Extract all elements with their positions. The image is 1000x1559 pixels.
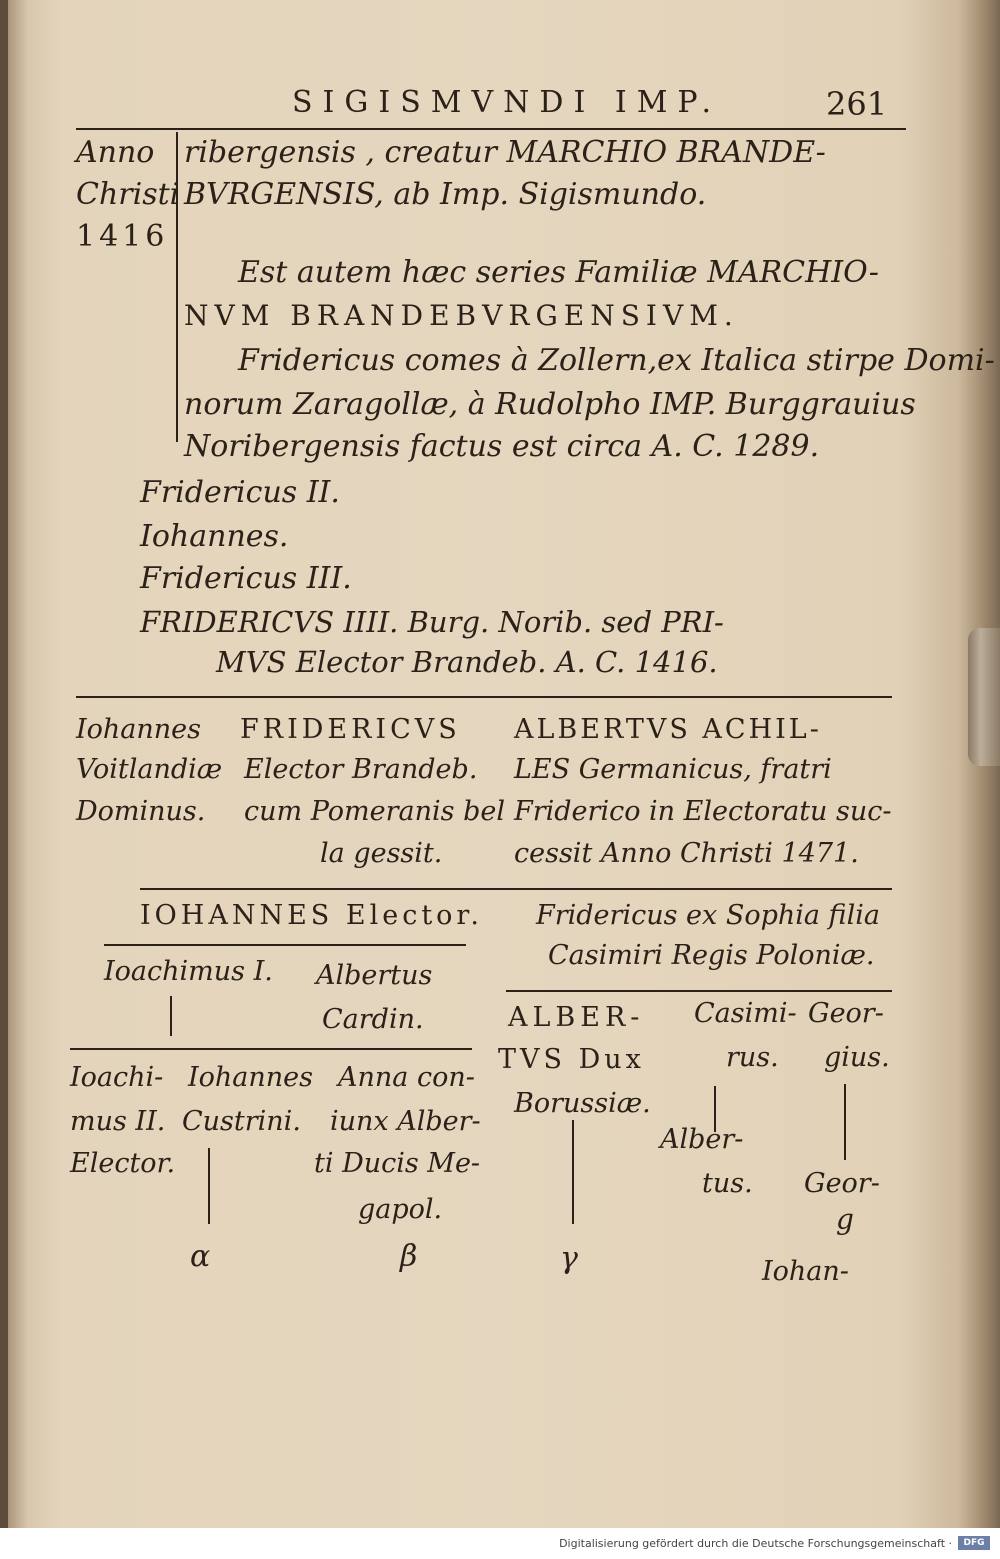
albertus-dux-line-2: TVS Dux	[498, 1044, 645, 1075]
running-title: SIGISMVNDI IMP.	[292, 85, 722, 120]
johannes: Iohannes.	[140, 519, 289, 554]
georgius-line-2: gius.	[824, 1042, 890, 1073]
digitization-footer	[0, 1528, 1000, 1559]
line-georgius	[844, 1084, 846, 1160]
c3-line-3: Friderico in Electoratu suc-	[514, 796, 892, 827]
johannes-last: Iohan-	[762, 1256, 849, 1287]
body-line-1: ribergensis , creatur MARCHIO BRANDE-	[184, 135, 826, 170]
georgius-son-line-1: Geor-	[804, 1168, 880, 1199]
joachimus-ii-line-1: Ioachi-	[70, 1062, 164, 1093]
greek-gamma: γ	[560, 1241, 578, 1276]
margin-anno: Anno	[76, 135, 155, 170]
body-line-2: BVRGENSIS, ab Imp. Sigismundo.	[184, 177, 707, 212]
fridericus-ii: Fridericus II.	[140, 475, 340, 510]
joachimus-ii-line-3: Elector.	[70, 1148, 176, 1179]
fridericus-sophia-line-1: Fridericus ex Sophia filia	[536, 900, 880, 931]
footer-credit: Digitalisierung gefördert durch die Deutsche Forschungsgemeinschaft ·	[559, 1537, 952, 1550]
joachimus-i: Ioachimus I.	[104, 956, 273, 987]
c1-line-2: Voitlandiæ	[76, 754, 223, 785]
margin-year: 1416	[76, 219, 169, 254]
albertus-son-line-1: Alber-	[660, 1124, 744, 1155]
albertus-cardin-line-1: Albertus	[316, 960, 433, 991]
line-alpha	[208, 1148, 210, 1224]
c2-line-1: FRIDERICVS	[240, 714, 461, 745]
page-number: 261	[826, 85, 888, 123]
margin-rule	[176, 132, 178, 442]
c1-line-1: Iohannes	[76, 714, 202, 745]
c2-line-2: Elector Brandeb.	[244, 754, 478, 785]
book-clasp	[968, 628, 1000, 766]
bracket-rule-3	[104, 944, 466, 946]
georgius-son-line-2: g	[836, 1203, 854, 1236]
body-line-4: NVM BRANDEBVRGENSIVM.	[184, 299, 739, 332]
fridericus-iiii-line-2: MVS Elector Brandeb. A. C. 1416.	[216, 645, 718, 679]
fridericus-iii: Fridericus III.	[140, 561, 352, 596]
greek-alpha: α	[190, 1239, 211, 1274]
albertus-cardin-line-2: Cardin.	[322, 1004, 424, 1035]
anna-line-3: ti Ducis Me-	[314, 1148, 481, 1179]
body-line-7: Noribergensis factus est circa A. C. 1289.	[184, 429, 820, 464]
bracket-rule-2	[140, 888, 892, 890]
casimirus-line-2: rus.	[726, 1042, 779, 1073]
albertus-dux-line-1: ALBER-	[508, 1002, 645, 1033]
body-line-5: Fridericus comes à Zollern,ex Italica stirpe Domi-	[238, 343, 995, 378]
c3-line-1: ALBERTVS ACHIL-	[514, 714, 822, 745]
joachimus-ii-line-2: mus II.	[70, 1106, 166, 1137]
casimirus-line-1: Casimi-	[694, 998, 797, 1029]
fridericus-sophia-line-2: Casimiri Regis Poloniæ.	[548, 940, 875, 971]
body-line-3: Est autem hæc series Familiæ MARCHIO-	[238, 255, 879, 290]
johannes-elector: IOHANNES Elector.	[140, 900, 483, 931]
line-gamma	[572, 1120, 574, 1224]
anna-line-4: gapol.	[358, 1194, 443, 1225]
margin-christi: Christi	[76, 177, 180, 212]
bracket-rule-5	[70, 1048, 472, 1050]
greek-beta: β	[400, 1239, 418, 1274]
tick-joachimus	[170, 996, 172, 1036]
dfg-logo: DFG	[958, 1536, 990, 1550]
albertus-son-line-2: tus.	[702, 1168, 753, 1199]
georgius-line-1: Geor-	[808, 998, 884, 1029]
c2-line-4: la gessit.	[320, 838, 443, 869]
bracket-rule-1	[76, 696, 892, 698]
anna-line-2: iunx Alber-	[330, 1106, 481, 1137]
johannes-custrini-line-1: Iohannes	[188, 1062, 314, 1093]
bracket-rule-4	[506, 990, 892, 992]
body-line-6: norum Zaragollæ, à Rudolpho IMP. Burggrauius	[184, 387, 916, 422]
johannes-custrini-line-2: Custrini.	[182, 1106, 301, 1137]
fridericus-iiii-line-1: FRIDERICVS IIII. Burg. Norib. sed PRI-	[140, 605, 724, 639]
c2-line-3: cum Pomeranis bel	[244, 796, 505, 827]
c1-line-3: Dominus.	[76, 796, 206, 827]
c3-line-4: cessit Anno Christi 1471.	[514, 838, 859, 869]
c3-line-2: LES Germanicus, fratri	[514, 754, 832, 785]
albertus-dux-line-3: Borussiæ.	[514, 1088, 651, 1119]
header-rule	[76, 128, 906, 130]
anna-line-1: Anna con-	[338, 1062, 475, 1093]
